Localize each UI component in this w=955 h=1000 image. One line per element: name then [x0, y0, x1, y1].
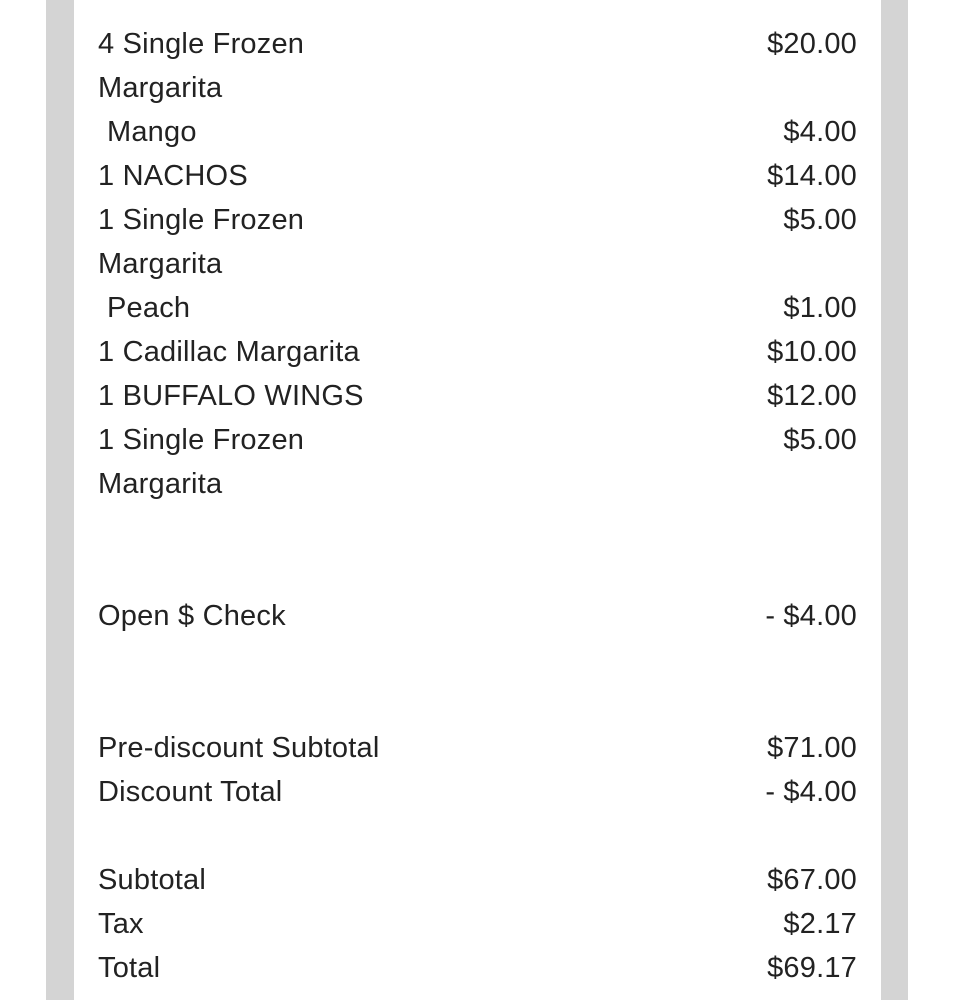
pre-discount-subtotal-label: Pre-discount Subtotal [98, 732, 380, 764]
line-item [98, 418, 857, 462]
item-amount: $5.00 [783, 424, 857, 456]
pre-discount-subtotal-row [98, 726, 857, 770]
item-amount: $5.00 [783, 204, 857, 236]
item-label: 1 NACHOS [98, 160, 248, 192]
item-label: Margarita [98, 248, 223, 280]
item-label: Margarita [98, 72, 223, 104]
tax-row [98, 902, 857, 946]
line-item [98, 66, 857, 110]
item-amount: $12.00 [767, 380, 857, 412]
discount-total-row [98, 770, 857, 814]
line-item [98, 242, 857, 286]
receipt-paper [74, 0, 881, 1000]
item-label: 1 Single Frozen [98, 204, 305, 236]
item-amount: $4.00 [783, 116, 857, 148]
left-border [46, 0, 74, 1000]
discount-amount: - $4.00 [765, 600, 857, 632]
line-item [98, 22, 857, 66]
subtotal-label: Subtotal [98, 864, 207, 896]
discount-total-amount: - $4.00 [765, 776, 857, 808]
line-item [98, 198, 857, 242]
line-item [98, 330, 857, 374]
tax-amount: $2.17 [783, 908, 857, 940]
total-row [98, 946, 857, 990]
line-item-modifier [98, 110, 857, 154]
item-label: Margarita [98, 468, 223, 500]
line-item [98, 462, 857, 506]
subtotal-row [98, 858, 857, 902]
discount-total-label: Discount Total [98, 776, 283, 808]
item-amount: $1.00 [783, 292, 857, 324]
item-label: Mango [107, 116, 197, 148]
discount-label: Open $ Check [98, 600, 286, 632]
item-label: 1 BUFFALO WINGS [98, 380, 364, 412]
line-item [98, 154, 857, 198]
discount-row [98, 594, 857, 638]
item-amount: $10.00 [767, 336, 857, 368]
right-border [881, 0, 908, 1000]
item-label: Peach [107, 292, 191, 324]
line-item-modifier [98, 286, 857, 330]
item-amount: $14.00 [767, 160, 857, 192]
line-item [98, 374, 857, 418]
subtotal-amount: $67.00 [767, 864, 857, 896]
item-label: 1 Cadillac Margarita [98, 336, 360, 368]
total-amount: $69.17 [767, 952, 857, 984]
total-label: Total [98, 952, 161, 984]
item-label: 1 Single Frozen [98, 424, 305, 456]
pre-discount-subtotal-amount: $71.00 [767, 732, 857, 764]
item-label: 4 Single Frozen [98, 28, 305, 60]
tax-label: Tax [98, 908, 144, 940]
item-amount: $20.00 [767, 28, 857, 60]
